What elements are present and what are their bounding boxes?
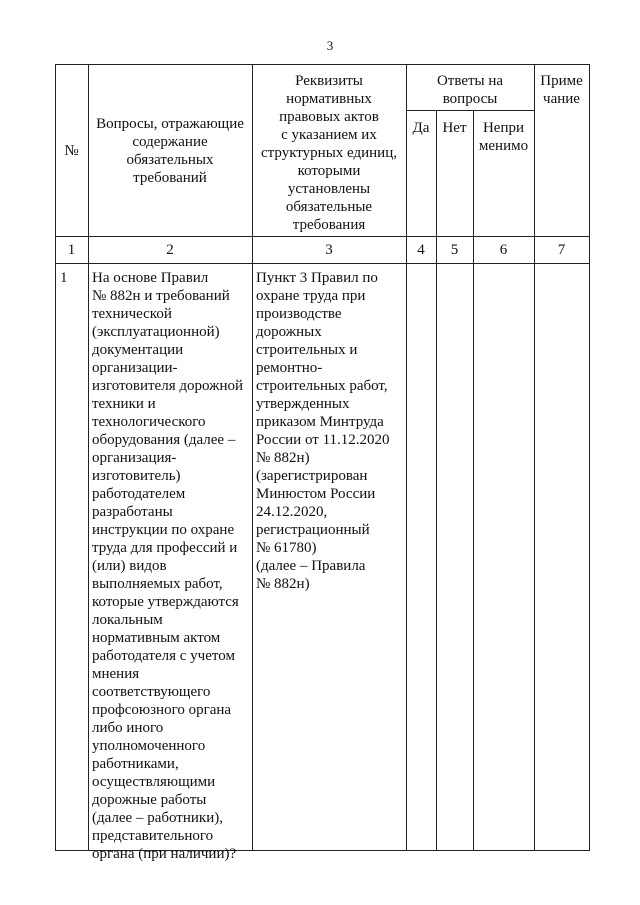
col-border-left: [55, 64, 56, 851]
numbering-cell: 3: [325, 242, 333, 258]
row-requisites: Пункт 3 Правил по охране труда при производстве дорожных строительных и ремонтно- строительных работ, утвержденных приказом Минтруда России от 11.12.2020 № 882н) (зарегистрирован Минюстом России 24.12.2020, регистрационный № 61780) (далее – Правила № 882н): [256, 270, 390, 592]
header-no: Нет: [442, 120, 467, 136]
numbering-row-bottom-border: [55, 263, 589, 264]
row-number: 1: [60, 270, 68, 286]
row-answer-no[interactable]: [436, 269, 473, 849]
numbering-cell: 4: [417, 242, 425, 258]
header-note: Приме чание: [540, 73, 583, 107]
table-top-border: [55, 64, 589, 65]
col-border-right: [589, 64, 590, 851]
header-number: №: [64, 143, 79, 159]
numbering-cell: 2: [166, 242, 174, 258]
header-not-applicable: Непри менимо: [478, 120, 529, 154]
row-note[interactable]: [534, 269, 589, 849]
header-requisites: Реквизиты нормативных правовых актов с указанием их структурных единиц, которыми установлены обязательные требования: [261, 73, 397, 233]
numbering-cell: 6: [499, 242, 508, 258]
numbering-cell: 5: [450, 242, 459, 258]
header-bottom-border: [55, 236, 589, 237]
answers-subheader-border: [406, 110, 534, 111]
numbering-cell: 7: [557, 242, 566, 258]
header-yes: Да: [412, 120, 430, 136]
header-questions: Вопросы, отражающие содержание обязательных требований: [96, 116, 244, 186]
numbering-cell: 1: [67, 242, 76, 258]
page-number: 3: [326, 38, 334, 53]
row-answer-yes[interactable]: [406, 269, 436, 849]
header-answers: Ответы на вопросы: [436, 73, 504, 107]
row-answer-not-applicable[interactable]: [473, 269, 534, 849]
row-question: На основе Правил № 882н и требований технической (эксплуатационной) документации организации- изготовителя дорожной техники и технологического оборудования (далее – организация- изготовитель) работодателем разработаны инструкции по охране труда для профессий и (или) видов выполняемых работ, которые утверждаются локальным нормативным актом работодателя с учетом мнения соответствующего профсоюзного органа либо иного уполномоченного работниками, осуществляющими дорожные работы (далее – работники), представительного органа (при наличии)?: [92, 270, 244, 862]
